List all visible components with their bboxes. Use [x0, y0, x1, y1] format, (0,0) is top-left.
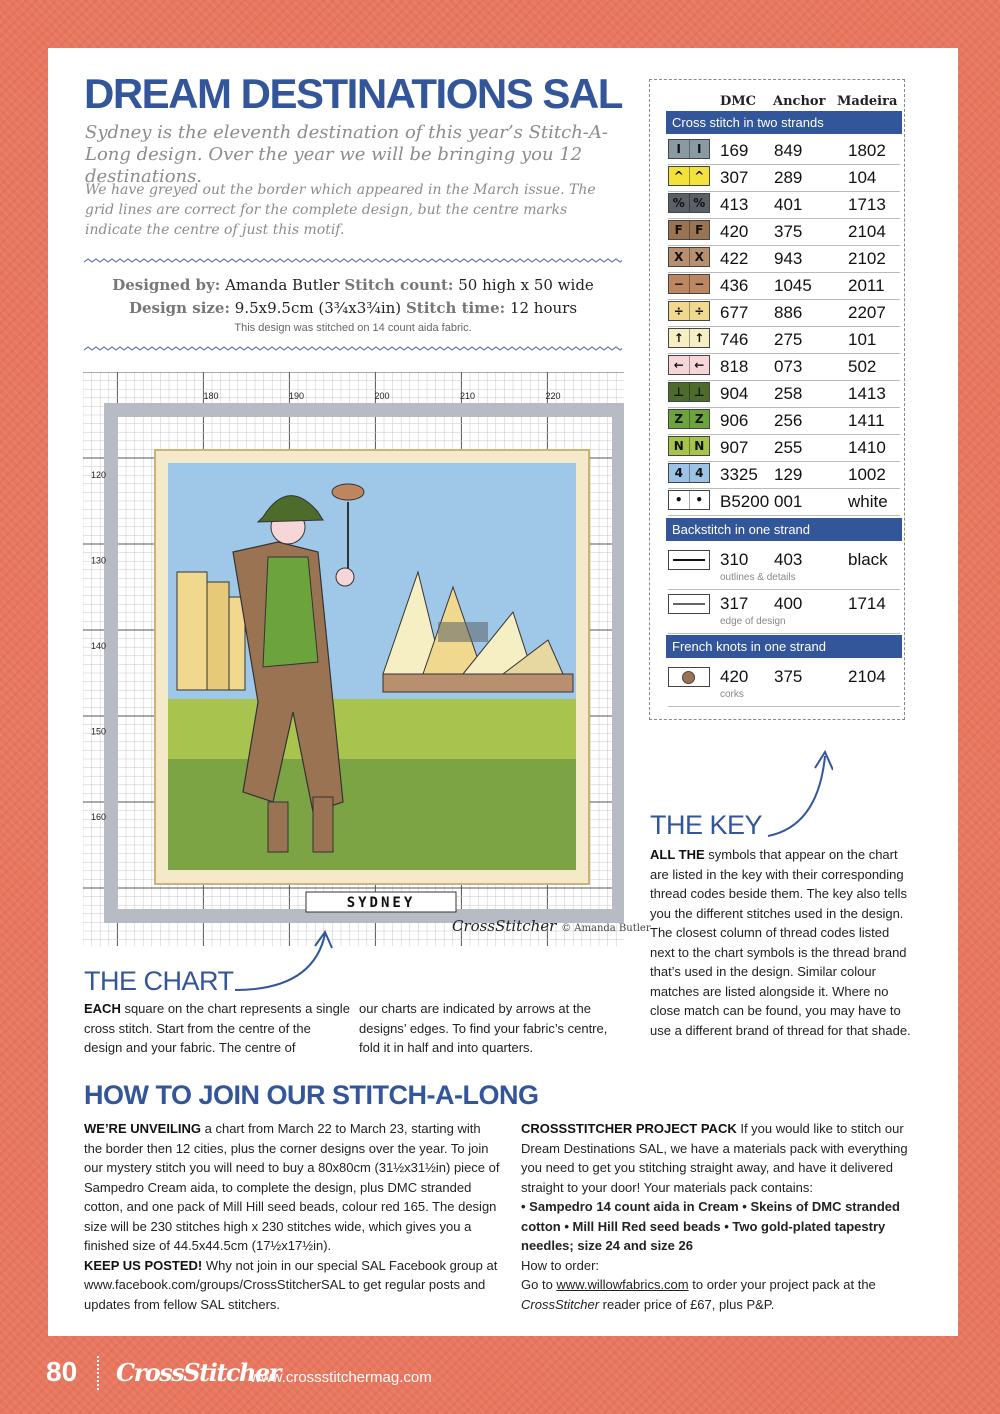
page-number: 80	[46, 1356, 78, 1387]
symbol-glyph: N	[689, 437, 710, 455]
key-dmc: 746	[720, 330, 749, 349]
thread-swatch	[668, 301, 710, 321]
footer-brand-logo: CrossStitcher	[116, 1358, 280, 1387]
key-anchor: 400	[774, 594, 803, 613]
key-anchor: 289	[774, 168, 803, 187]
the-chart-text-col1	[84, 999, 350, 1058]
designed-by-label: Designed by:	[112, 276, 221, 294]
chart-col-label: 180	[203, 391, 219, 401]
page-title: DREAM DESTINATIONS SAL	[84, 70, 622, 117]
symbol-glyph: ÷	[673, 304, 684, 318]
the-chart-lead: EACH	[84, 1001, 121, 1016]
thread-swatch	[668, 355, 710, 375]
willowfabrics-link[interactable]: www.willowfabrics.com	[556, 1277, 689, 1292]
the-key-lead: ALL THE	[650, 847, 705, 862]
symbol-glyph: −	[689, 275, 710, 293]
design-info	[84, 274, 622, 334]
key-madeira: 101	[848, 330, 877, 349]
symbol-glyph: Z	[689, 410, 710, 428]
key-dmc: 307	[720, 168, 749, 187]
key-madeira: 1713	[848, 195, 886, 214]
thread-swatch	[668, 166, 710, 186]
chart-row-label: 160	[91, 812, 107, 822]
order-pre: Go to	[521, 1277, 557, 1292]
symbol-glyph: 4	[674, 466, 683, 480]
chart-row-label: 140	[91, 641, 107, 651]
credit-author: © Amanda Butler	[561, 923, 651, 934]
key-row	[668, 218, 900, 246]
symbol-glyph: F	[674, 223, 683, 237]
backstitch-swatch	[668, 594, 710, 614]
symbol-glyph: ←	[689, 356, 710, 374]
key-dmc: 169	[720, 141, 749, 160]
key-row	[668, 353, 900, 381]
zigzag-divider-bottom	[84, 346, 622, 354]
key-madeira: 1413	[848, 384, 886, 403]
key-anchor: 1045	[774, 276, 812, 295]
key-anchor: 401	[774, 195, 803, 214]
key-row	[668, 434, 900, 462]
fabric-note: This design was stitched on 14 count aida fabric.	[234, 322, 472, 334]
key-anchor: 943	[774, 249, 803, 268]
join-paragraph-1	[84, 1119, 500, 1256]
key-madeira: 502	[848, 357, 877, 376]
footer-divider	[97, 1356, 99, 1390]
key-row	[668, 164, 900, 192]
chart-credit	[452, 917, 651, 935]
key-madeira: 2104	[848, 667, 886, 686]
chart-row-label: 120	[91, 470, 107, 480]
key-madeira: 1411	[848, 411, 885, 430]
symbol-glyph: X	[674, 250, 684, 264]
key-madeira: 2207	[848, 303, 886, 322]
french-knot-caption: corks	[720, 689, 744, 700]
symbol-glyph: %	[689, 194, 710, 212]
chart-col-label: 200	[374, 391, 390, 401]
symbol-glyph: N	[673, 439, 684, 453]
key-row	[668, 380, 900, 408]
join-p1-body: a chart from March 22 to March 23, starting with the border then 12 cities, plus the corner designs over the year. To join our mystery stitch you will need to buy a 80x80cm (31½x31½in) piece of Sampedro Cream aida, to complete the design, plus DMC stranded cotton, and one pack of Mill Hill seed beads, colour red 165. The design size will be 230 stitches high x 230 stitches wide, which gives you a finished size of 44.5x44.5cm (17½x17½in).	[84, 1121, 500, 1253]
key-header-madeira: Madeira	[837, 94, 898, 109]
key-anchor: 073	[774, 357, 803, 376]
the-chart-heading: THE CHART	[84, 966, 234, 996]
key-row	[668, 407, 900, 435]
french-knot-band: French knots in one strand	[666, 635, 902, 658]
project-pack-items: • Sampedro 14 count aida in Cream • Skeins of DMC stranded cotton • Mill Hill Red seed beads • Two gold-plated tapestry needles; size 24 and size 26	[521, 1199, 900, 1253]
key-madeira: white	[848, 492, 888, 511]
project-pack-lead: CROSSSTITCHER PROJECT PACK	[521, 1121, 737, 1136]
key-anchor: 258	[774, 384, 803, 403]
the-chart-body-1: square on the chart represents a single cross stitch. Start from the centre of the design and your fabric. The centre of	[84, 1001, 350, 1055]
join-column-left	[84, 1119, 500, 1314]
key-anchor: 849	[774, 141, 803, 160]
key-madeira: 2104	[848, 222, 886, 241]
key-anchor: 403	[774, 550, 803, 569]
key-madeira: 1714	[848, 594, 886, 613]
thread-swatch	[668, 274, 710, 294]
backstitch-caption: outlines & details	[720, 572, 796, 583]
backstitch-band: Backstitch in one strand	[666, 518, 902, 541]
symbol-glyph: ↑	[689, 329, 710, 347]
key-dmc: B5200	[720, 492, 770, 511]
symbol-glyph: −	[673, 277, 684, 291]
key-anchor: 255	[774, 438, 803, 457]
key-dmc: 436	[720, 276, 749, 295]
key-dmc: 317	[720, 594, 749, 613]
key-row	[668, 326, 900, 354]
symbol-glyph: •	[674, 493, 683, 507]
symbol-glyph: %	[672, 196, 685, 210]
thread-swatch	[668, 220, 710, 240]
design-size-label: Design size:	[128, 299, 231, 317]
key-madeira: 1002	[848, 465, 886, 484]
thread-swatch	[668, 328, 710, 348]
thread-swatch	[668, 382, 710, 402]
key-anchor: 275	[774, 330, 803, 349]
key-madeira: 2102	[848, 249, 886, 268]
design-size: 9.5x9.5cm (3¾x3¾in)	[234, 299, 402, 317]
join-p1-lead: WE’RE UNVEILING	[84, 1121, 202, 1136]
grass-light-area	[168, 699, 576, 759]
curved-arrow-icon	[233, 928, 333, 998]
backstitch-caption: edge of design	[720, 616, 786, 627]
symbol-glyph: ^	[689, 167, 710, 185]
key-dmc: 422	[720, 249, 749, 268]
the-chart-text-col2: our charts are indicated by arrows at the designs’ edges. To find your fabric’s centre, fold it in half and into quarters.	[359, 1001, 608, 1055]
symbol-glyph: Z	[674, 412, 684, 426]
chart-col-label: 210	[459, 391, 476, 401]
cross-stitch-band: Cross stitch in two strands	[666, 111, 902, 134]
key-row	[668, 191, 900, 219]
chart-col-label: 190	[288, 391, 305, 401]
the-key-heading: THE KEY	[650, 810, 763, 840]
thread-swatch	[668, 139, 710, 159]
chart-row-label: 150	[91, 726, 107, 737]
key-dmc: 310	[720, 550, 749, 569]
key-madeira: 104	[848, 168, 877, 187]
key-dmc: 420	[720, 222, 749, 241]
symbol-glyph: ↑	[673, 331, 684, 345]
order-label: How to order:	[521, 1257, 600, 1273]
symbol-glyph: •	[689, 491, 710, 509]
symbol-glyph: ⊥	[689, 383, 710, 401]
order-post: reader price of £67, plus P&P.	[599, 1296, 775, 1312]
symbol-glyph: ^	[673, 169, 684, 183]
key-dmc: 904	[720, 384, 749, 403]
key-dmc: 420	[720, 667, 749, 686]
stitch-count: 50 high x 50 wide	[458, 276, 594, 294]
symbol-glyph: ⊥	[673, 385, 685, 399]
french-knot-row	[668, 663, 900, 707]
symbol-glyph: X	[689, 248, 710, 266]
key-anchor: 375	[774, 222, 803, 241]
symbol-glyph: F	[689, 221, 710, 239]
symbol-glyph: I	[689, 140, 710, 158]
key-madeira: black	[848, 550, 888, 569]
backstitch-row	[668, 590, 900, 634]
order-brand: CrossStitcher	[521, 1296, 600, 1312]
join-paragraph-2	[84, 1256, 500, 1315]
key-anchor: 375	[774, 667, 803, 686]
project-pack-paragraph	[521, 1119, 913, 1197]
key-header-anchor: Anchor	[773, 94, 826, 109]
name-plate-text: SYDNEY	[346, 895, 416, 911]
the-key-text	[650, 845, 915, 1040]
zigzag-divider-top	[84, 258, 622, 266]
key-dmc: 413	[720, 195, 749, 214]
thread-swatch	[668, 463, 710, 483]
key-dmc: 907	[720, 438, 749, 457]
key-row	[668, 137, 900, 165]
join-heading: HOW TO JOIN OUR STITCH-A-LONG	[84, 1080, 539, 1110]
stitch-time: 12 hours	[509, 299, 578, 317]
order-mid: to order your project pack at the	[688, 1277, 876, 1292]
thread-swatch	[668, 490, 710, 510]
curved-arrow-icon	[763, 746, 833, 841]
key-row	[668, 488, 900, 516]
project-pack-body: If you would like to stitch our Dream Destinations SAL, we have a materials pack with everything you need to get you stitching straight away, and have it delivered straight to your door! Your materials pack contains:	[521, 1121, 908, 1195]
symbol-glyph: 4	[689, 464, 710, 482]
symbol-glyph: ←	[673, 358, 684, 372]
cross-stitch-chart	[83, 372, 624, 946]
footer-url[interactable]: www.crossstitchermag.com	[250, 1369, 432, 1386]
order-paragraph	[521, 1275, 913, 1314]
key-anchor: 256	[774, 411, 803, 430]
thread-key	[649, 79, 905, 720]
the-key-body: symbols that appear on the chart are listed in the key with their corresponding thread codes beside them. The key also tells you the different stitches used in the design. The closest column of thread codes listed next to the chart symbols is the thread brand that’s used in the design. Similar colour matches are listed alongside it. Where no close match can be found, you may have to use a different brand of thread for that shade.	[650, 847, 911, 1038]
key-dmc: 677	[720, 303, 749, 322]
join-p2-lead: KEEP US POSTED!	[84, 1257, 203, 1273]
backstitch-row	[668, 546, 900, 590]
symbol-glyph: ÷	[689, 302, 710, 320]
key-row	[668, 299, 900, 327]
credit-brand: CrossStitcher	[452, 917, 557, 935]
thread-swatch	[668, 409, 710, 429]
key-row	[668, 245, 900, 273]
key-anchor: 129	[774, 465, 803, 484]
thread-swatch	[668, 436, 710, 456]
designer-name: Amanda Butler	[225, 276, 340, 294]
magazine-page	[48, 48, 958, 1336]
key-row	[668, 461, 900, 489]
key-dmc: 906	[720, 411, 749, 430]
key-anchor: 886	[774, 303, 803, 322]
join-column-right	[521, 1119, 913, 1314]
join-p2-body: Why not join in our special SAL Facebook group at www.facebook.com/groups/CrossStitcherSAL to get regular posts and updates from fellow SAL stitchers.	[84, 1257, 498, 1312]
key-row	[668, 272, 900, 300]
border-note: We have greyed out the border which appeared in the March issue. The grid lines are correct for the complete design, but the centre marks indicate the centre of just this motif.	[85, 182, 596, 238]
stitch-time-label: Stitch time:	[405, 299, 506, 317]
key-madeira: 1410	[848, 438, 886, 457]
intro-text: Sydney is the eleventh destination of this year’s Stitch-A-Long design. Over the year we will be bringing you 12 destinations.	[85, 122, 608, 187]
key-dmc: 818	[720, 357, 749, 376]
thread-swatch	[668, 193, 710, 213]
french-knot-swatch	[668, 667, 710, 687]
key-madeira: 2011	[848, 276, 885, 295]
key-dmc: 3325	[720, 465, 758, 484]
stitch-count-label: Stitch count:	[344, 276, 454, 294]
thread-swatch	[668, 247, 710, 267]
key-header-dmc: DMC	[720, 94, 757, 109]
chart-row-label: 130	[91, 555, 107, 566]
key-anchor: 001	[774, 492, 803, 511]
symbol-glyph: I	[676, 142, 681, 156]
chart-col-label: 220	[545, 391, 561, 401]
backstitch-swatch	[668, 550, 710, 570]
key-madeira: 1802	[848, 141, 886, 160]
